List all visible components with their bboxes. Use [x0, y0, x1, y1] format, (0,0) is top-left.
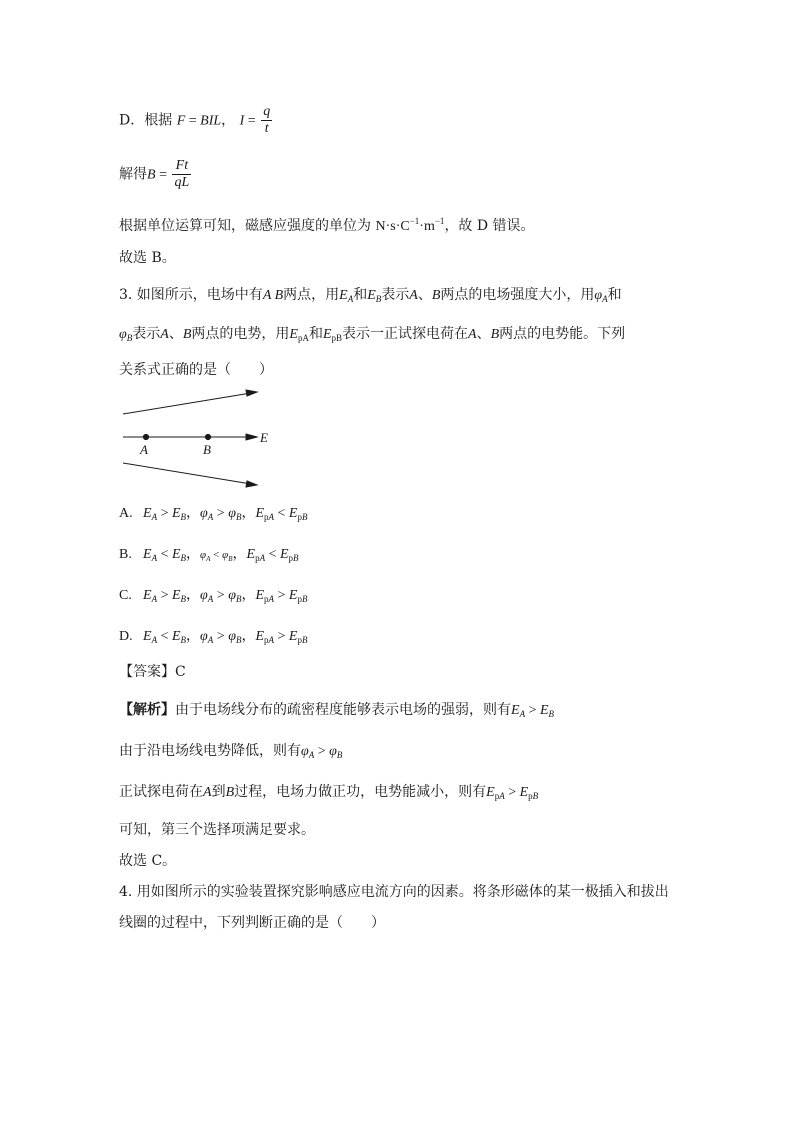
symbol-e: E [367, 288, 376, 303]
point-b: B [225, 785, 235, 800]
relation: > [504, 785, 520, 800]
relation: > [213, 629, 229, 644]
separator: 、 [417, 287, 432, 303]
arrowhead-middle [246, 434, 257, 440]
q3-text: 两点，用 [283, 287, 340, 303]
fraction-q-over-t [261, 104, 272, 137]
q3-line-3: 关系式正确的是（ ） [119, 362, 273, 378]
point-b-dot [205, 434, 210, 439]
q3-text: 两点的电势，用 [191, 326, 290, 342]
unit-dot: · [385, 219, 391, 234]
q3-and: 和 [308, 326, 323, 342]
solve-equals: = [155, 167, 171, 183]
relation: > [274, 588, 289, 603]
q3-text: 表示 [132, 326, 161, 342]
relation: < [210, 549, 223, 561]
analysis-text: 由于电场线分布的疏密程度能够表示电场的强弱，则有 [175, 702, 511, 718]
point-a: A [409, 288, 418, 303]
option-a: A. $E_A > E_B$，$\varphi_A > \varphi_B$，$E_{pA} < E_{pB}$ [119, 505, 308, 522]
option-label: C. [119, 588, 132, 603]
relation: < [157, 629, 172, 644]
relation: > [213, 588, 229, 603]
label-b: B [203, 442, 211, 457]
option-label: B. [119, 547, 132, 562]
option-label: A. [119, 506, 133, 521]
option-d: D. $E_A < E_B$，$\varphi_A > \varphi_B$，$E_{pA} > E_{pB}$ [119, 628, 308, 645]
field-line-bottom [123, 463, 251, 484]
sub-a: A [602, 294, 608, 304]
analysis-tag: 【解析】 [119, 702, 175, 718]
relation: > [157, 588, 172, 603]
fraction-denominator: qL [174, 175, 190, 190]
relation: < [265, 547, 280, 562]
q3-text: 表示一正试探电荷在 [342, 326, 469, 342]
unit-line [119, 211, 535, 237]
label-a: A [140, 442, 148, 457]
point-a: A [468, 327, 477, 342]
analysis-text: 正试探电荷在 [119, 784, 203, 800]
q4-line-1: 4. 用如图所示的实验装置探究影响感应电流方向的因素。将条形磁体的某一极插入和拔出 [119, 884, 669, 900]
analysis-line-3: 正试探电荷在A到B过程，电场力做正功，电势能减小，则有$E_{pA} > E_{pB}$ [119, 784, 539, 801]
answer-c-line: 故选 C。 [119, 853, 177, 869]
option-label: D. [119, 629, 133, 644]
unit-dot: · [395, 219, 401, 234]
fraction-numerator: q [263, 104, 271, 119]
separator: 、 [168, 326, 183, 342]
fraction-ft-over-ql [172, 158, 191, 191]
solve-prefix: 解得 [119, 166, 147, 183]
point-a: A [160, 327, 169, 342]
relation: > [525, 703, 540, 718]
label-e: E [260, 430, 268, 445]
unit-dot: · [419, 219, 424, 234]
analysis-text: 到 [211, 784, 226, 800]
sub-b: B [375, 294, 382, 304]
answer-b-line: 故选 B。 [119, 250, 176, 266]
eq1-lhs: F [176, 113, 186, 129]
symbol-phi: φ [594, 288, 603, 303]
relation: < [274, 506, 289, 521]
q3-text: 3. 如图所示，电场中有 [119, 287, 263, 303]
q3-and: 和 [607, 287, 622, 303]
points-ab: A B [262, 288, 284, 303]
eq2-equals: = [244, 113, 260, 129]
analysis-line-4: 可知，第三个选择项满足要求。 [119, 822, 315, 838]
unit-s: s [390, 219, 396, 234]
sub-b: B [126, 333, 133, 343]
unit-n: N [375, 219, 386, 234]
fraction-denominator: t [264, 121, 269, 136]
unit-m: m [423, 219, 435, 234]
arrowhead-bottom [246, 481, 257, 487]
q3-text: 两点的电势能。下列 [499, 326, 626, 342]
comma: ， [221, 112, 236, 129]
relation: > [274, 629, 289, 644]
relation: > [213, 506, 229, 521]
symbol-e: E [322, 327, 332, 342]
analysis-text: 过程，电场力做正功，电势能减小，则有 [234, 784, 487, 800]
solution-d-line [119, 104, 274, 137]
sub-pa: pA [297, 333, 309, 343]
eq2-lhs: I [239, 113, 245, 129]
q3-and: 和 [353, 287, 368, 303]
solve-b-line [119, 158, 193, 191]
q3-line-1 [119, 285, 622, 309]
symbol-e: E [339, 288, 348, 303]
sub-pb: pB [331, 333, 343, 343]
q3-text: 两点的电场强度大小，用 [440, 287, 595, 303]
solve-lhs: B [147, 167, 156, 183]
unit-exponent: −1 [409, 216, 420, 226]
relation: > [314, 744, 330, 759]
field-line-top [123, 393, 251, 414]
option-c: C. $E_A > E_B$，$\varphi_A > \varphi_B$，$E_{pA} > E_{pB}$ [119, 587, 308, 604]
unit-text: 根据单位运算可知，磁感应强度的单位为 [119, 218, 371, 234]
point-a: A [203, 785, 212, 800]
relation: < [157, 547, 172, 562]
unit-c: C [400, 219, 410, 234]
q4-line-2: 线圈的过程中，下列判断正确的是（ ） [119, 915, 385, 931]
sub-a: A [347, 294, 354, 304]
analysis-text: 由于沿电场线电势降低，则有 [119, 743, 301, 759]
q3-line-2 [119, 324, 625, 348]
separator: 、 [476, 326, 491, 342]
symbol-phi: φ [119, 327, 127, 342]
fraction-numerator: Ft [172, 158, 191, 175]
analysis-line-2: 由于沿电场线电势降低，则有$\varphi_A > \varphi_B$ [119, 743, 343, 760]
point-b: B [490, 327, 500, 342]
eq1-equals: = [185, 113, 201, 129]
solution-d-prefix: D．根据 [119, 112, 173, 129]
point-b: B [182, 327, 192, 342]
answer-tag: 【答案】C [119, 664, 186, 680]
arrowhead-top [246, 390, 257, 396]
relation: > [157, 506, 172, 521]
option-b: B. $E_A < E_B$，$\varphi_A < \varphi_B$，$E_{pA} < E_{pB}$ [119, 546, 299, 563]
point-a-dot [143, 434, 148, 439]
analysis-line-1: 【解析】由于电场线分布的疏密程度能够表示电场的强弱，则有$E_A > E_B$ [119, 702, 555, 719]
electric-field-figure [115, 385, 285, 495]
unit-exponent: −1 [434, 216, 445, 226]
q3-text: 表示 [381, 287, 410, 303]
unit-conclusion: ，故 D 错误。 [444, 218, 535, 234]
eq1-rhs: BIL [200, 113, 222, 129]
point-b: B [431, 288, 441, 303]
symbol-e: E [289, 327, 298, 342]
